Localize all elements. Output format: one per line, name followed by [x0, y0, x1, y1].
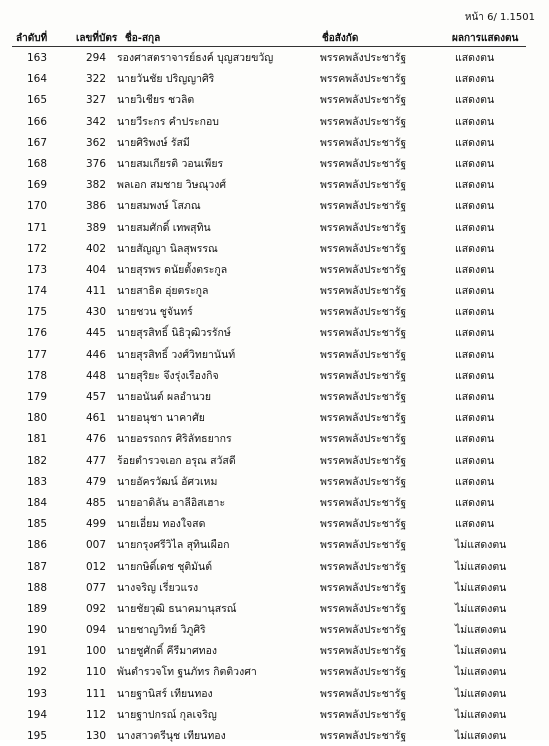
table-row: [0, 111, 549, 132]
cell-result: แสดงตน: [455, 454, 495, 467]
cell-seq: 170: [26, 200, 48, 213]
cell-party: พรรคพลังประชารัฐ: [320, 327, 407, 340]
cell-party: พรรคพลังประชารัฐ: [320, 454, 407, 467]
table-row: [0, 577, 549, 598]
table-row: [0, 322, 549, 343]
cell-result: แสดงตน: [455, 94, 495, 107]
cell-name: นายฐานิสร์ เทียนทอง: [117, 687, 213, 700]
cell-card: 092: [85, 602, 107, 615]
table-row: [0, 174, 549, 195]
cell-card: 499: [85, 518, 107, 531]
cell-card: 112: [85, 708, 107, 721]
cell-party: พรรคพลังประชารัฐ: [320, 687, 407, 700]
cell-result: แสดงตน: [455, 136, 495, 149]
cell-result: ไม่แสดงตน: [455, 602, 507, 615]
cell-seq: 185: [26, 518, 48, 531]
cell-party: พรรคพลังประชารัฐ: [320, 666, 407, 679]
cell-card: 461: [85, 412, 107, 425]
cell-name: นางจริญ เรี่ยวแรง: [117, 581, 199, 594]
table-row: [0, 513, 549, 534]
cell-party: พรรคพลังประชารัฐ: [320, 179, 407, 192]
cell-name: นายอรรถกร ศิริลัทธยากร: [117, 433, 232, 446]
table-row: [0, 280, 549, 301]
cell-party: พรรคพลังประชารัฐ: [320, 708, 407, 721]
cell-name: รองศาสตราจารย์ธงค์ บุญสวยขวัญ: [117, 52, 274, 64]
table-row: [0, 725, 549, 746]
table-row: [0, 534, 549, 555]
cell-result: ไม่แสดงตน: [455, 560, 507, 573]
cell-seq: 171: [26, 221, 48, 234]
cell-name: นายอนุชา นาคาศัย: [117, 412, 205, 425]
cell-card: 342: [85, 115, 107, 128]
cell-party: พรรคพลังประชารัฐ: [320, 73, 407, 86]
table-row: [0, 195, 549, 216]
cell-party: พรรคพลังประชารัฐ: [320, 602, 407, 615]
cell-card: 476: [85, 433, 107, 446]
cell-result: แสดงตน: [455, 391, 495, 403]
cell-party: พรรคพลังประชารัฐ: [320, 645, 407, 658]
cell-card: 404: [85, 263, 107, 276]
cell-name: นายสัญญา นิลสุพรรณ: [117, 242, 218, 255]
cell-result: ไม่แสดงตน: [455, 645, 507, 658]
cell-seq: 194: [26, 708, 48, 721]
table-row: [0, 683, 549, 704]
table-row: [0, 365, 549, 386]
table-row: [0, 259, 549, 280]
cell-seq: 187: [26, 560, 48, 573]
cell-seq: 174: [26, 285, 48, 298]
cell-seq: 195: [26, 730, 48, 742]
header-name: ชื่อ-สกุล: [125, 33, 161, 44]
table-row: [0, 407, 549, 428]
cell-name: นายสมเกียรติ วอนเพียร: [117, 157, 224, 170]
header-card: เลขที่บัตร: [76, 33, 118, 44]
table-row: [0, 217, 549, 238]
table-row: [0, 450, 549, 471]
cell-seq: 166: [26, 115, 48, 128]
cell-party: พรรคพลังประชารัฐ: [320, 581, 407, 594]
cell-card: 007: [85, 539, 107, 552]
cell-seq: 189: [26, 602, 48, 615]
cell-seq: 181: [26, 433, 48, 446]
cell-seq: 175: [26, 306, 48, 319]
cell-result: แสดงตน: [455, 348, 495, 361]
table-row: [0, 132, 549, 153]
cell-seq: 169: [26, 179, 48, 192]
cell-name: นายอนันต์ ผลอำนวย: [117, 391, 212, 403]
header-seq: ลำดับที่: [16, 33, 48, 44]
cell-party: พรรคพลังประชารัฐ: [320, 391, 407, 403]
cell-card: 446: [85, 348, 107, 361]
cell-name: นายศิริพงษ์ รัสมี: [117, 136, 190, 149]
cell-seq: 188: [26, 581, 48, 594]
table-row: [0, 704, 549, 725]
table-body: [0, 47, 549, 746]
cell-card: 430: [85, 306, 107, 319]
cell-card: 386: [85, 200, 107, 213]
table-header: [0, 31, 549, 47]
cell-seq: 168: [26, 157, 48, 170]
cell-party: พรรคพลังประชารัฐ: [320, 157, 407, 170]
cell-name: นายวิเชียร ชวลิต: [117, 94, 195, 107]
cell-card: 477: [85, 454, 107, 467]
cell-name: นายอัครวัฒน์ อัศวเหม: [117, 475, 218, 488]
cell-party: พรรคพลังประชารัฐ: [320, 115, 407, 128]
table-row: [0, 640, 549, 661]
cell-seq: 176: [26, 327, 48, 340]
cell-result: ไม่แสดงตน: [455, 624, 507, 637]
cell-party: พรรคพลังประชารัฐ: [320, 136, 407, 149]
cell-card: 322: [85, 73, 107, 86]
cell-party: พรรคพลังประชารัฐ: [320, 624, 407, 637]
cell-result: แสดงตน: [455, 221, 495, 234]
cell-seq: 178: [26, 369, 48, 382]
cell-result: แสดงตน: [455, 412, 495, 425]
cell-party: พรรคพลังประชารัฐ: [320, 412, 407, 425]
cell-party: พรรคพลังประชารัฐ: [320, 730, 407, 742]
cell-card: 094: [85, 624, 107, 637]
cell-card: 479: [85, 475, 107, 488]
cell-seq: 192: [26, 666, 48, 679]
cell-result: แสดงตน: [455, 242, 495, 255]
cell-card: 402: [85, 242, 107, 255]
table-row: [0, 556, 549, 577]
cell-party: พรรคพลังประชารัฐ: [320, 560, 407, 573]
cell-seq: 186: [26, 539, 48, 552]
cell-result: แสดงตน: [455, 200, 495, 213]
cell-card: 457: [85, 391, 107, 403]
cell-result: แสดงตน: [455, 327, 495, 340]
table-row: [0, 471, 549, 492]
cell-card: 485: [85, 496, 107, 509]
cell-name: นายชาญวิทย์ วิภูศิริ: [117, 624, 206, 637]
table-row: [0, 661, 549, 682]
cell-name: นายวันชัย ปริญญาศิริ: [117, 73, 215, 86]
table-row: [0, 386, 549, 407]
cell-card: 382: [85, 179, 107, 192]
cell-party: พรรคพลังประชารัฐ: [320, 539, 407, 552]
cell-result: ไม่แสดงตน: [455, 666, 507, 679]
cell-name: พันตำรวจโท ฐนภัทร กิตติวงศา: [117, 666, 257, 679]
cell-card: 448: [85, 369, 107, 382]
cell-name: นายสุรสิทธิ์ วงศ์วิทยานันท์: [117, 348, 236, 361]
cell-name: นายวีระกร คำประกอบ: [117, 115, 219, 128]
cell-seq: 180: [26, 412, 48, 425]
cell-name: พลเอก สมชาย วิษณุวงศ์: [117, 179, 227, 192]
cell-name: นายอาดิลัน อาลีอิสเฮาะ: [117, 496, 226, 509]
cell-name: นายกรุงศรีวิไล สุทินเผือก: [117, 539, 230, 552]
cell-name: นายสุรสิทธิ์ นิธิวุฒิวรรักษ์: [117, 327, 231, 340]
cell-result: แสดงตน: [455, 518, 495, 531]
cell-name: นายชูศักดิ์ คีรีมาศทอง: [117, 645, 218, 658]
cell-result: แสดงตน: [455, 475, 495, 488]
cell-seq: 191: [26, 645, 48, 658]
cell-result: แสดงตน: [455, 306, 495, 319]
cell-seq: 177: [26, 348, 48, 361]
table-row: [0, 344, 549, 365]
cell-card: 130: [85, 730, 107, 742]
table-row: [0, 619, 549, 640]
header-result: ผลการแสดงตน: [452, 33, 519, 44]
cell-card: 077: [85, 581, 107, 594]
cell-result: ไม่แสดงตน: [455, 730, 507, 742]
cell-result: ไม่แสดงตน: [455, 708, 507, 721]
cell-party: พรรคพลังประชารัฐ: [320, 496, 407, 509]
cell-result: แสดงตน: [455, 496, 495, 509]
table-row: [0, 89, 549, 110]
cell-seq: 167: [26, 136, 48, 149]
cell-party: พรรคพลังประชารัฐ: [320, 306, 407, 319]
cell-name: นายสาธิต อุ่ยตระกูล: [117, 285, 209, 298]
cell-party: พรรคพลังประชารัฐ: [320, 475, 407, 488]
page-number: หน้า 6/ 1.1501: [464, 12, 535, 23]
cell-result: ไม่แสดงตน: [455, 687, 507, 700]
cell-card: 294: [85, 52, 107, 64]
table-row: [0, 598, 549, 619]
cell-seq: 173: [26, 263, 48, 276]
cell-result: แสดงตน: [455, 179, 495, 192]
cell-name: ร้อยตำรวจเอก อรุณ สวัสดี: [117, 454, 236, 467]
cell-party: พรรคพลังประชารัฐ: [320, 369, 407, 382]
cell-card: 111: [85, 687, 107, 700]
cell-name: นายสุริยะ จึงรุ่งเรืองกิจ: [117, 369, 219, 382]
table-row: [0, 153, 549, 174]
cell-seq: 184: [26, 496, 48, 509]
cell-party: พรรคพลังประชารัฐ: [320, 433, 407, 446]
table-row: [0, 68, 549, 89]
cell-result: แสดงตน: [455, 52, 495, 64]
cell-name: นายสมพงษ์ โสภณ: [117, 200, 201, 213]
cell-result: แสดงตน: [455, 73, 495, 86]
cell-result: ไม่แสดงตน: [455, 539, 507, 552]
cell-seq: 179: [26, 391, 48, 403]
cell-name: นายชัยวุฒิ ธนาคมานุสรณ์: [117, 602, 237, 615]
cell-seq: 165: [26, 94, 48, 107]
cell-card: 362: [85, 136, 107, 149]
cell-card: 389: [85, 221, 107, 234]
cell-card: 100: [85, 645, 107, 658]
cell-card: 376: [85, 157, 107, 170]
cell-party: พรรคพลังประชารัฐ: [320, 518, 407, 531]
cell-result: แสดงตน: [455, 433, 495, 446]
cell-result: แสดงตน: [455, 115, 495, 128]
table-row: [0, 47, 549, 68]
cell-result: แสดงตน: [455, 263, 495, 276]
cell-seq: 163: [26, 52, 48, 64]
cell-name: นายสมศักดิ์ เทพสุทิน: [117, 221, 211, 234]
cell-result: แสดงตน: [455, 157, 495, 170]
cell-party: พรรคพลังประชารัฐ: [320, 200, 407, 213]
table-row: [0, 492, 549, 513]
cell-seq: 172: [26, 242, 48, 255]
table-row: [0, 238, 549, 259]
cell-party: พรรคพลังประชารัฐ: [320, 242, 407, 255]
cell-result: แสดงตน: [455, 369, 495, 382]
cell-name: นางสาวตรีนุช เทียนทอง: [117, 730, 226, 742]
cell-seq: 190: [26, 624, 48, 637]
cell-party: พรรคพลังประชารัฐ: [320, 94, 407, 107]
cell-name: นายสุรพร ดนัยตั้งตระกูล: [117, 263, 228, 276]
cell-card: 445: [85, 327, 107, 340]
cell-party: พรรคพลังประชารัฐ: [320, 221, 407, 234]
cell-seq: 183: [26, 475, 48, 488]
cell-name: นายเอี่ยม ทองใจสด: [117, 518, 206, 531]
cell-party: พรรคพลังประชารัฐ: [320, 348, 407, 361]
cell-seq: 193: [26, 687, 48, 700]
cell-name: นายฐาปกรณ์ กุลเจริญ: [117, 708, 217, 721]
header-party: ชื่อสังกัด: [322, 33, 359, 44]
cell-card: 110: [85, 666, 107, 679]
cell-card: 411: [85, 285, 107, 298]
cell-seq: 164: [26, 73, 48, 86]
cell-result: แสดงตน: [455, 285, 495, 298]
cell-party: พรรคพลังประชารัฐ: [320, 263, 407, 276]
cell-card: 012: [85, 560, 107, 573]
cell-name: นายชวน ชูจันทร์: [117, 306, 193, 319]
cell-seq: 182: [26, 454, 48, 467]
cell-result: ไม่แสดงตน: [455, 581, 507, 594]
cell-card: 327: [85, 94, 107, 107]
table-row: [0, 428, 549, 449]
table-row: [0, 301, 549, 322]
cell-name: นายกษิดิ์เดช ชุติมันต์: [117, 560, 213, 573]
cell-party: พรรคพลังประชารัฐ: [320, 52, 407, 64]
cell-party: พรรคพลังประชารัฐ: [320, 285, 407, 298]
